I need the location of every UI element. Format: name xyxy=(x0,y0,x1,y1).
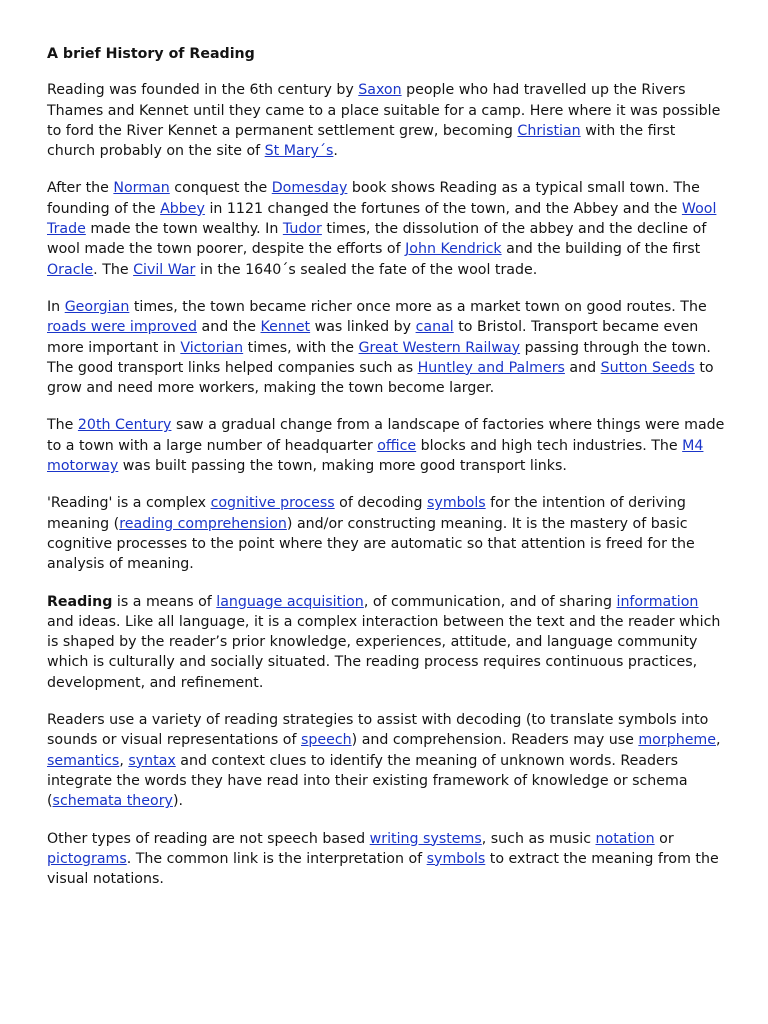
inline-link[interactable]: Oracle xyxy=(47,261,94,278)
text-run: times, the town became richer once more as a market town on good routes. The xyxy=(129,298,707,315)
paragraph-list xyxy=(47,80,727,889)
inline-link[interactable]: schemata theory xyxy=(52,793,173,810)
text-run: Readers use a variety of reading strategies to assist with decoding (to translate symbols into sounds or visual representations of xyxy=(47,712,709,749)
inline-link[interactable]: roads were improved xyxy=(47,319,197,336)
text-run: Reading was founded in the 6th century by xyxy=(47,82,359,99)
inline-link[interactable]: Norman xyxy=(113,180,170,197)
text-run: passing through the town. The good transport links helped companies such as xyxy=(47,339,711,376)
text-run: to extract the meaning from the visual notations. xyxy=(47,850,719,888)
text-run: , of communication, and of sharing xyxy=(363,593,617,610)
inline-link[interactable]: Sutton Seeds xyxy=(600,359,695,376)
paragraph xyxy=(47,415,727,476)
inline-link[interactable]: syntax xyxy=(128,752,176,769)
text-run: times, the dissolution of the abbey and the decline of wool made the town poorer, despite the efforts of xyxy=(47,221,707,258)
text-run: ). xyxy=(172,793,183,810)
paragraph xyxy=(47,178,727,279)
inline-link[interactable]: Wool Trade xyxy=(47,200,717,238)
inline-link[interactable]: canal xyxy=(415,319,454,336)
text-run: was built passing the town, making more good transport links. xyxy=(118,458,567,475)
bold-term: Reading xyxy=(47,593,113,610)
inline-link[interactable]: semantics xyxy=(47,752,120,769)
inline-link[interactable]: symbols xyxy=(427,495,486,512)
inline-link[interactable]: speech xyxy=(301,732,352,749)
paragraph xyxy=(47,80,727,161)
text-run: and ideas. Like all language, it is a complex interaction between the text and the reader which is shaped by the reader’s prior knowledge, experiences, attitude, and language community which is culturally and socially situated. The reading process requires continuous practices, development, and refinement. xyxy=(47,613,721,691)
text-run: of decoding xyxy=(334,495,428,512)
text-run: with the first church probably on the site of xyxy=(47,122,676,160)
text-run: The xyxy=(47,417,78,434)
text-run: , xyxy=(715,732,721,749)
inline-link[interactable]: morpheme xyxy=(638,732,716,749)
inline-link[interactable]: notation xyxy=(595,830,655,847)
text-run: . The xyxy=(93,261,134,278)
text-run: book shows Reading as a typical small town. The founding of the xyxy=(47,180,700,217)
inline-link[interactable]: information xyxy=(616,593,699,610)
text-run: to grow and need more workers, making the town become larger. xyxy=(47,359,714,397)
document-body xyxy=(47,44,727,906)
text-run: , xyxy=(119,752,129,769)
inline-link[interactable]: Huntley and Palmers xyxy=(417,359,565,376)
inline-link[interactable]: pictograms xyxy=(47,850,127,867)
text-run: ) and comprehension. Readers may use xyxy=(351,732,639,749)
text-run: made the town wealthy. In xyxy=(85,221,283,238)
inline-link[interactable]: office xyxy=(377,437,417,454)
text-run: people who had travelled up the Rivers Thames and Kennet until they came to a place suitable for a camp. Here where it was possible to ford the River Kennet a permanent settlement grew, becoming xyxy=(47,82,721,139)
inline-link[interactable]: John Kendrick xyxy=(405,241,502,258)
inline-link[interactable]: M4 motorway xyxy=(47,437,704,475)
inline-link[interactable]: language acquisition xyxy=(216,593,364,610)
inline-link[interactable]: Saxon xyxy=(358,82,402,99)
text-run: , such as music xyxy=(481,830,596,847)
text-run: 'Reading' is a complex xyxy=(47,495,211,512)
text-run: for the intention of deriving meaning ( xyxy=(47,495,686,532)
inline-link[interactable]: Great Western Railway xyxy=(358,339,521,356)
document-title: A brief History of Reading xyxy=(47,46,255,62)
inline-link[interactable]: Victorian xyxy=(180,339,244,356)
text-run: and the building of the first xyxy=(501,241,701,258)
text-run: . xyxy=(333,143,338,160)
text-run: is a means of xyxy=(112,593,217,610)
inline-link[interactable]: Kennet xyxy=(260,319,311,336)
inline-link[interactable]: St Mary´s xyxy=(264,143,334,160)
inline-link[interactable]: Christian xyxy=(517,122,581,139)
text-run: blocks and high tech industries. The xyxy=(416,437,683,454)
text-run: Other types of reading are not speech based xyxy=(47,830,370,847)
text-run: and xyxy=(564,359,601,376)
inline-link[interactable]: symbols xyxy=(426,850,486,867)
inline-link[interactable]: 20th Century xyxy=(77,417,172,434)
inline-link[interactable]: cognitive process xyxy=(210,495,335,512)
paragraph xyxy=(47,710,727,811)
inline-link[interactable]: Domesday xyxy=(271,180,348,197)
text-run: After the xyxy=(47,180,114,197)
paragraph xyxy=(47,297,727,398)
text-run: times, with the xyxy=(243,339,359,356)
text-run: In xyxy=(47,298,65,315)
text-run: and context clues to identify the meaning of unknown words. Readers integrate the words they have read into their existing framework of knowledge or schema ( xyxy=(47,752,688,810)
text-run: in 1121 changed the fortunes of the town, and the Abbey and the xyxy=(204,200,682,217)
text-run: or xyxy=(654,830,674,847)
inline-link[interactable]: Abbey xyxy=(160,200,205,217)
text-run: . The common link is the interpretation of xyxy=(126,850,427,867)
inline-link[interactable]: Civil War xyxy=(133,261,196,278)
text-run: saw a gradual change from a landscape of factories where things were made to a town with a large number of headquarter xyxy=(47,417,725,454)
text-run: ) and/or constructing meaning. It is the mastery of basic cognitive processes to the point where they are automatic so that attention is freed for the analysis of meaning. xyxy=(47,515,695,573)
paragraph xyxy=(47,592,727,693)
inline-link[interactable]: Tudor xyxy=(282,221,322,238)
text-run: in the 1640´s sealed the fate of the wool trade. xyxy=(195,261,538,278)
text-run: and the xyxy=(197,319,261,336)
paragraph xyxy=(47,829,727,890)
text-run: was linked by xyxy=(310,319,416,336)
paragraph xyxy=(47,493,727,574)
text-run: conquest the xyxy=(169,180,272,197)
inline-link[interactable]: Georgian xyxy=(64,298,130,315)
inline-link[interactable]: writing systems xyxy=(369,830,482,847)
inline-link[interactable]: reading comprehension xyxy=(119,515,287,532)
text-run: to Bristol. Transport became even more important in xyxy=(47,319,699,356)
